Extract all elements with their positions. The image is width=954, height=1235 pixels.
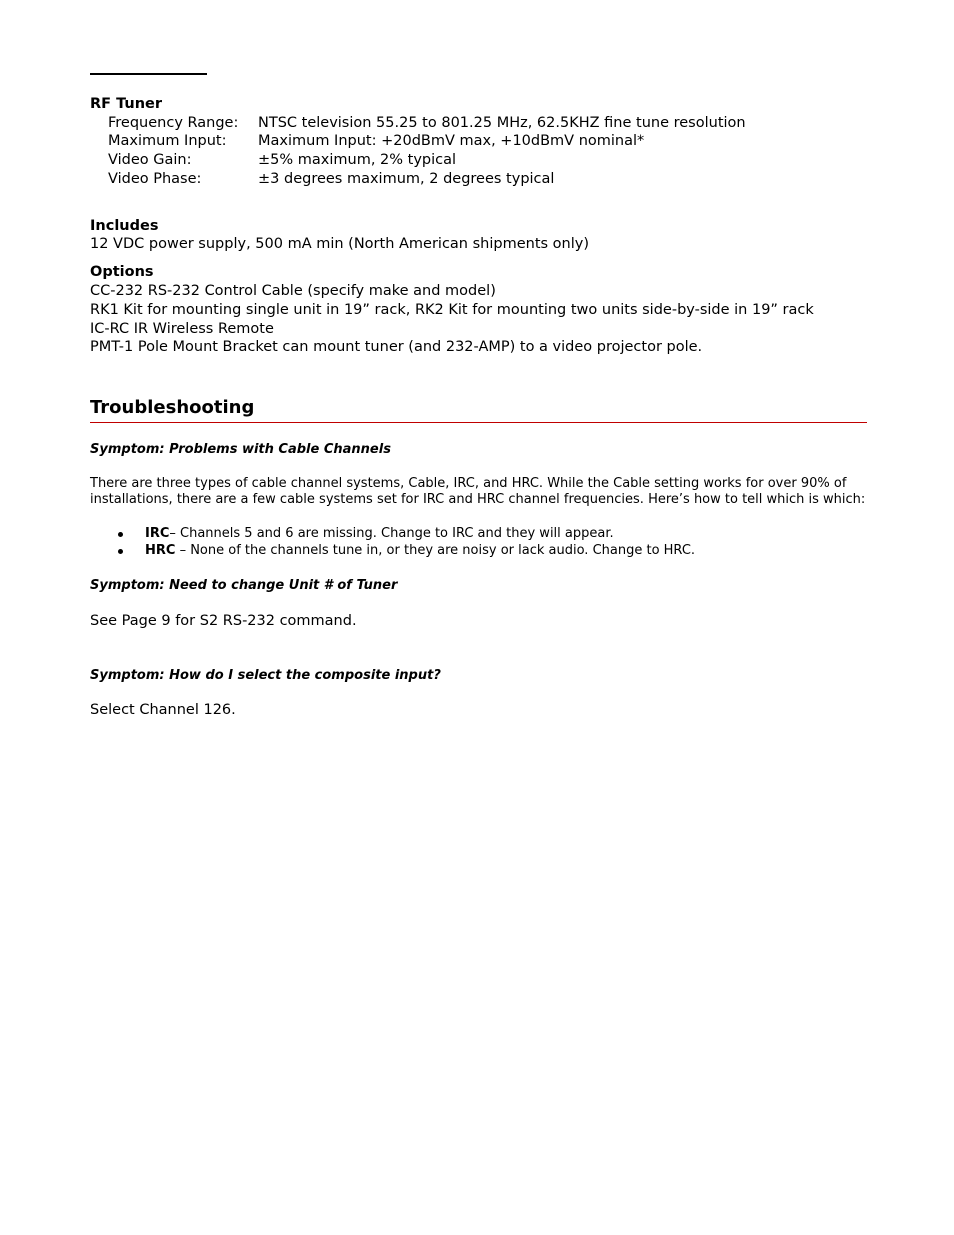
option-item: CC-232 RS-232 Control Cable (specify make and model)	[90, 283, 496, 299]
bullet-icon	[118, 532, 123, 537]
spec-value-video-gain: ±5% maximum, 2% typical	[258, 152, 457, 168]
includes-heading: Includes	[90, 218, 159, 234]
spec-label-video-gain: Video Gain:	[108, 152, 192, 168]
cable-paragraph-line2: installations, there are a few cable systems set for IRC and HRC channel frequencies. Here’s how to tell which is which:	[90, 492, 866, 507]
spec-label-video-phase: Video Phase:	[108, 171, 202, 187]
options-heading: Options	[90, 264, 154, 280]
section-divider	[90, 422, 867, 423]
composite-answer: Select Channel 126.	[90, 702, 236, 718]
bullet-item-irc	[145, 526, 614, 542]
bullet-term: HRC	[145, 543, 176, 558]
includes-text: 12 VDC power supply, 500 mA min (North American shipments only)	[90, 236, 589, 252]
symptom-heading-unit: Symptom: Need to change Unit # of Tuner	[90, 578, 398, 593]
bullet-icon	[118, 549, 123, 554]
troubleshooting-title: Troubleshooting	[90, 397, 255, 418]
spec-value-max-input: Maximum Input: +20dBmV max, +10dBmV nominal*	[258, 133, 645, 149]
unit-answer: See Page 9 for S2 RS-232 command.	[90, 613, 357, 629]
option-item: RK1 Kit for mounting single unit in 19” rack, RK2 Kit for mounting two units side-by-side in 19” rack	[90, 302, 814, 318]
option-item: PMT-1 Pole Mount Bracket can mount tuner (and 232-AMP) to a video projector pole.	[90, 339, 703, 355]
bullet-text: – Channels 5 and 6 are missing. Change to IRC and they will appear.	[169, 526, 614, 541]
cable-paragraph-line1: There are three types of cable channel systems, Cable, IRC, and HRC. While the Cable setting works for over 90% of	[90, 476, 847, 491]
bullet-term: IRC	[145, 526, 170, 541]
bullet-text: – None of the channels tune in, or they are noisy or lack audio. Change to HRC.	[175, 543, 696, 558]
spec-value-frequency: NTSC television 55.25 to 801.25 MHz, 62.5KHZ fine tune resolution	[258, 115, 746, 131]
bullet-item-hrc	[145, 543, 695, 559]
symptom-heading-composite: Symptom: How do I select the composite input?	[90, 668, 441, 683]
symptom-heading-cable: Symptom: Problems with Cable Channels	[90, 442, 391, 457]
spec-value-video-phase: ±3 degrees maximum, 2 degrees typical	[258, 171, 555, 187]
top-divider	[90, 73, 207, 75]
spec-label-max-input: Maximum Input:	[108, 133, 227, 149]
option-item: IC-RC IR Wireless Remote	[90, 321, 274, 337]
rf-tuner-heading: RF Tuner	[90, 96, 163, 112]
spec-label-frequency: Frequency Range:	[108, 115, 239, 131]
